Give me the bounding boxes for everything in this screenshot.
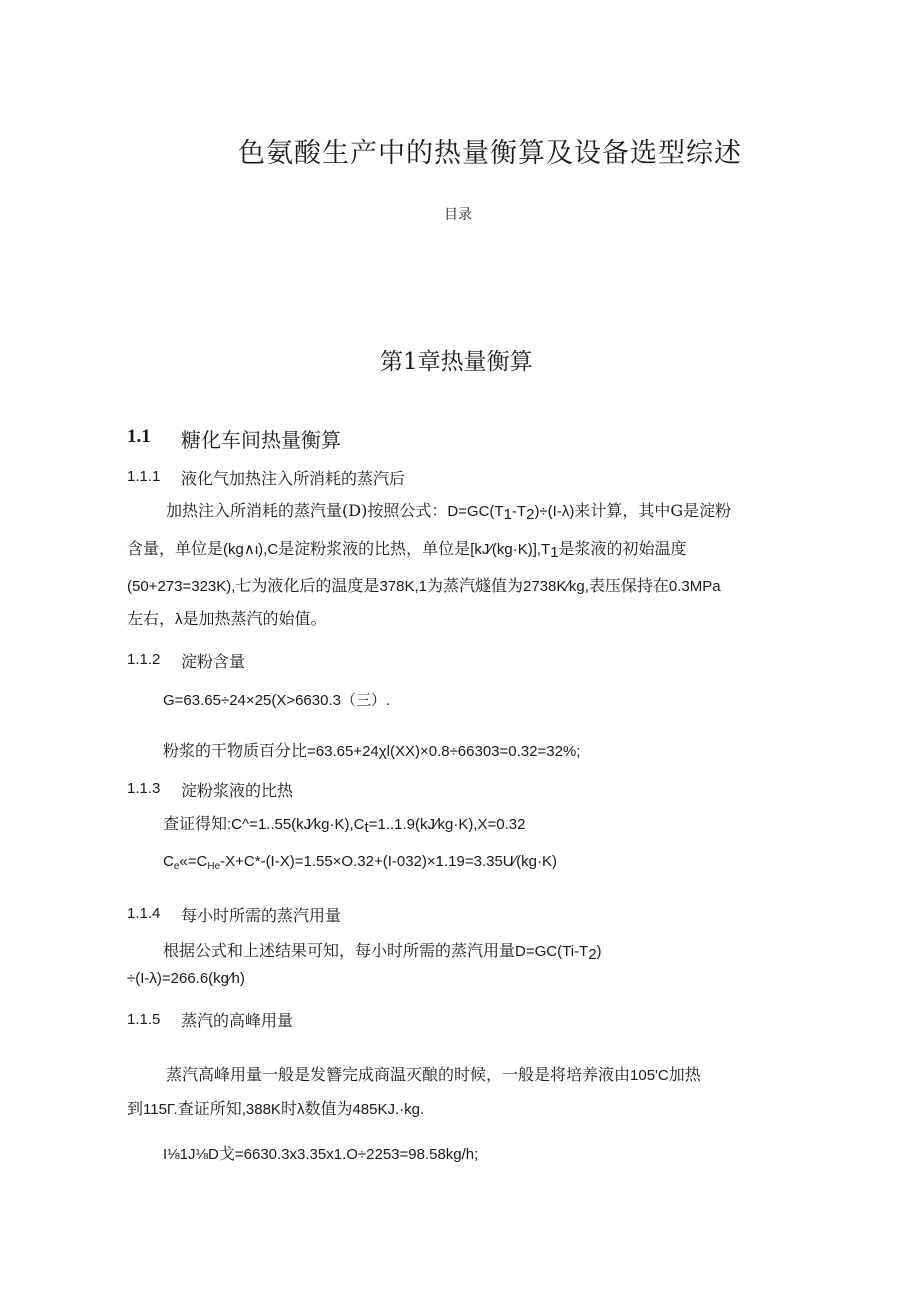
formula-specific-heat: $C_e«=C_{He}-X+C*-(I-X)=1.55\times O.32+(I-032)\times 1.19=3.35U∕(kg\cdot K)$ — [163, 853, 557, 872]
paragraph-line: (50+273=323K),七为液化后的温度是378K,1为蒸汽燧值为2738K∕kg,表压保持在0.3MPa — [127, 576, 721, 595]
subsection-title: 蒸汽的高峰用量 — [181, 1011, 294, 1030]
paragraph-line: ÷(I-λ)=266.6(kg∕h) — [127, 970, 245, 987]
section-title: 糖化车间热量衡算 — [181, 428, 341, 452]
paragraph-line: 根据公式和上述结果可知，每小时所需的蒸汽用量$D=GC(Ti-T_2)$ — [163, 941, 602, 963]
paragraph-line: 到115Γ.查证所知,388K时λ数值为485KJ.·kg. — [127, 1099, 425, 1118]
subsection-number: 1.1.5 — [127, 1011, 161, 1028]
subsection-number: 1.1.3 — [127, 780, 161, 797]
subsection-number: 1.1.4 — [127, 905, 161, 922]
subsection-number: 1.1.2 — [127, 651, 161, 668]
paragraph-line: 含量，单位是(kg∧ι),C是淀粉浆液的比热，单位是$[kJ∕(kg\cdot K)],T_1$是浆液的初始温度 — [127, 539, 687, 561]
formula-peak: I⅛1J⅛D戈=6630.3x3.35x1.O÷2253=98.58kg/h; — [163, 1144, 479, 1163]
paragraph-line: 左右，λ是加热蒸汽的始值。 — [127, 609, 327, 628]
subsection-title: 液化气加热注入所消耗的蒸汽后 — [181, 469, 406, 488]
paragraph-line: 粉浆的干物质百分比=63.65+24χl(XX)×0.8÷66303=0.32=32%; — [163, 741, 581, 760]
subsection-number: 1.1.1 — [127, 468, 161, 485]
section-number: 1.1 — [127, 426, 151, 447]
paragraph-line: 查证得知$:C\^{}=1..55(kJ∕kg\cdot K),C_t=1..1.9(kJ∕kg\cdot K),X=0.32$ — [163, 814, 526, 836]
toc-label: 目录 — [444, 207, 472, 223]
paragraph-line: 加热注入所消耗的蒸汽量(D)按照公式：$D=GC(T_1-T_2)\div(I-\lambda)$来计算，其中G是淀粉 — [166, 501, 732, 523]
subsection-title: 淀粉浆液的比热 — [181, 781, 294, 800]
subsection-title: 淀粉含量 — [181, 652, 246, 671]
formula-starch: G=63.65÷24×25(X>6630.3（三）. — [163, 692, 391, 709]
paragraph-line: 蒸汽高峰用量一般是发簪完成商温灭酿的时候，一般是将培养液由105'C加热 — [166, 1065, 701, 1084]
document-title: 色氨酸生产中的热量衡算及设备选型综述 — [238, 138, 742, 169]
chapter-title: 第1章热量衡算 — [380, 349, 533, 375]
subsection-title: 每小时所需的蒸汽用量 — [181, 906, 342, 925]
